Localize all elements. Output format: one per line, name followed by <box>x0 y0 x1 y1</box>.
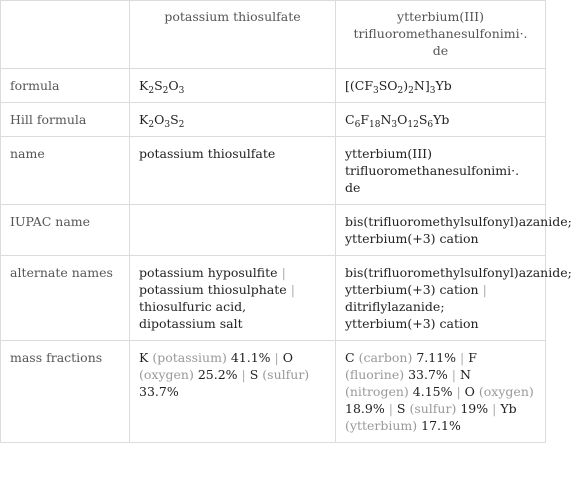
text-fragment: 2 <box>408 86 414 96</box>
alternate-names-row <box>1 256 546 341</box>
text-fragment: Yb <box>433 112 450 127</box>
header-line-2: trifluoromethanesulfonimi·. <box>353 26 528 41</box>
text-fragment: (nitrogen) <box>345 384 409 399</box>
text-fragment: ytterbium(III) <box>345 146 432 161</box>
formula-ytterbium <box>336 69 546 103</box>
header-line-3: de <box>432 43 449 58</box>
text-fragment: 7.11% <box>416 350 457 365</box>
text-fragment: N <box>380 112 392 127</box>
text-fragment: (oxygen) <box>478 384 534 399</box>
text-fragment: | <box>274 350 279 365</box>
text-fragment: 3 <box>178 86 185 96</box>
mass-potassium <box>130 341 336 443</box>
text-fragment: O <box>464 384 475 399</box>
text-fragment: K <box>139 78 149 93</box>
text-fragment: [(CF <box>345 78 373 93</box>
text-fragment: potassium hyposulfite <box>139 265 278 280</box>
iupac-row <box>1 205 546 256</box>
text-fragment: S <box>170 112 179 127</box>
text-fragment: | <box>451 367 456 382</box>
mass-fractions-row <box>1 341 546 443</box>
text-fragment: (oxygen) <box>139 367 194 382</box>
name-potassium: potassium thiosulfate <box>130 137 336 205</box>
text-fragment: potassium thiosulphate <box>139 282 287 297</box>
text-fragment: N] <box>413 78 430 93</box>
text-fragment: S <box>396 401 406 416</box>
text-fragment: 33.7% <box>408 367 448 382</box>
hill-ytterbium <box>336 103 546 137</box>
alternate-ytterbium <box>336 256 572 341</box>
text-fragment: 2 <box>148 120 155 130</box>
text-fragment: (fluorine) <box>345 367 405 382</box>
text-fragment: F <box>360 112 369 127</box>
text-fragment: (potassium) <box>152 350 227 365</box>
header-potassium-thiosulfate: potassium thiosulfate <box>130 1 336 69</box>
text-fragment: (carbon) <box>358 350 413 365</box>
text-fragment: 12 <box>407 120 419 130</box>
hill-formula-row <box>1 103 546 137</box>
header-row <box>1 1 546 69</box>
row-label-mass: mass fractions <box>1 341 130 443</box>
text-fragment: 2 <box>178 120 185 130</box>
text-fragment: 3 <box>164 120 171 130</box>
text-fragment: Yb <box>435 78 452 93</box>
text-fragment: trifluoromethanesulfonimi·. <box>345 163 520 178</box>
header-ytterbium-compound <box>336 1 546 69</box>
text-fragment: Yb <box>500 401 517 416</box>
text-fragment: 17.1% <box>421 418 461 433</box>
text-fragment: 25.2% <box>197 367 238 382</box>
text-fragment: 19% <box>460 401 489 416</box>
header-line-1: ytterbium(III) <box>397 9 484 24</box>
text-fragment: ) <box>403 78 409 93</box>
text-fragment: SO <box>378 78 398 93</box>
text-fragment: thiosulfuric acid, dipotassium salt <box>139 299 247 331</box>
text-fragment: | <box>281 265 286 280</box>
text-fragment: | <box>388 401 393 416</box>
row-label-hill: Hill formula <box>1 103 130 137</box>
text-fragment: F <box>468 350 477 365</box>
text-fragment: (ytterbium) <box>345 418 418 433</box>
text-fragment: 2 <box>397 86 404 96</box>
mass-ytterbium <box>336 341 546 443</box>
text-fragment: 18 <box>369 120 381 130</box>
text-fragment: | <box>460 350 465 365</box>
row-label-formula: formula <box>1 69 130 103</box>
text-fragment: S <box>154 78 163 93</box>
name-row <box>1 137 546 205</box>
text-fragment: K <box>139 350 149 365</box>
text-fragment: S <box>418 112 428 127</box>
text-fragment: (sulfur) <box>409 401 457 416</box>
text-fragment: 18.9% <box>345 401 385 416</box>
text-fragment: 6 <box>354 120 361 130</box>
text-fragment: | <box>456 384 461 399</box>
text-fragment: 3 <box>373 86 379 96</box>
text-fragment: 2 <box>148 86 155 96</box>
text-fragment: O <box>154 112 165 127</box>
row-label-iupac: IUPAC name <box>1 205 130 256</box>
hill-potassium <box>130 103 336 137</box>
row-label-alternate: alternate names <box>1 256 130 341</box>
text-fragment: C <box>345 112 355 127</box>
text-fragment: 41.1% <box>230 350 271 365</box>
text-fragment: 3 <box>391 120 398 130</box>
iupac-potassium <box>130 205 336 256</box>
text-fragment: S <box>249 367 259 382</box>
formula-row <box>1 69 546 103</box>
text-fragment: de <box>345 180 361 195</box>
name-ytterbium <box>336 137 546 205</box>
text-fragment: O <box>168 78 179 93</box>
text-fragment: N <box>459 367 471 382</box>
text-fragment: 3 <box>429 86 436 96</box>
text-fragment: | <box>290 282 295 297</box>
text-fragment: 6 <box>427 120 434 130</box>
alternate-potassium <box>130 256 336 341</box>
text-fragment: 2 <box>162 86 169 96</box>
row-label-name: name <box>1 137 130 205</box>
text-fragment: 33.7% <box>139 384 179 399</box>
formula-potassium <box>130 69 336 103</box>
text-fragment: | <box>482 282 487 297</box>
text-fragment: bis(trifluoromethylsulfonyl)azanide; ytterbium(+3) cation <box>345 265 572 297</box>
text-fragment: O <box>397 112 408 127</box>
text-fragment: C <box>345 350 355 365</box>
text-fragment: ditriflylazanide; ytterbium(+3) cation <box>345 299 479 331</box>
text-fragment: K <box>139 112 149 127</box>
text-fragment: | <box>492 401 497 416</box>
text-fragment: 4.15% <box>412 384 453 399</box>
header-empty <box>1 1 130 69</box>
text-fragment: O <box>282 350 293 365</box>
iupac-ytterbium: bis(trifluoromethylsulfonyl)azanide; ytterbium(+3) cation <box>336 205 546 256</box>
text-fragment: | <box>241 367 246 382</box>
text-fragment: (sulfur) <box>262 367 310 382</box>
